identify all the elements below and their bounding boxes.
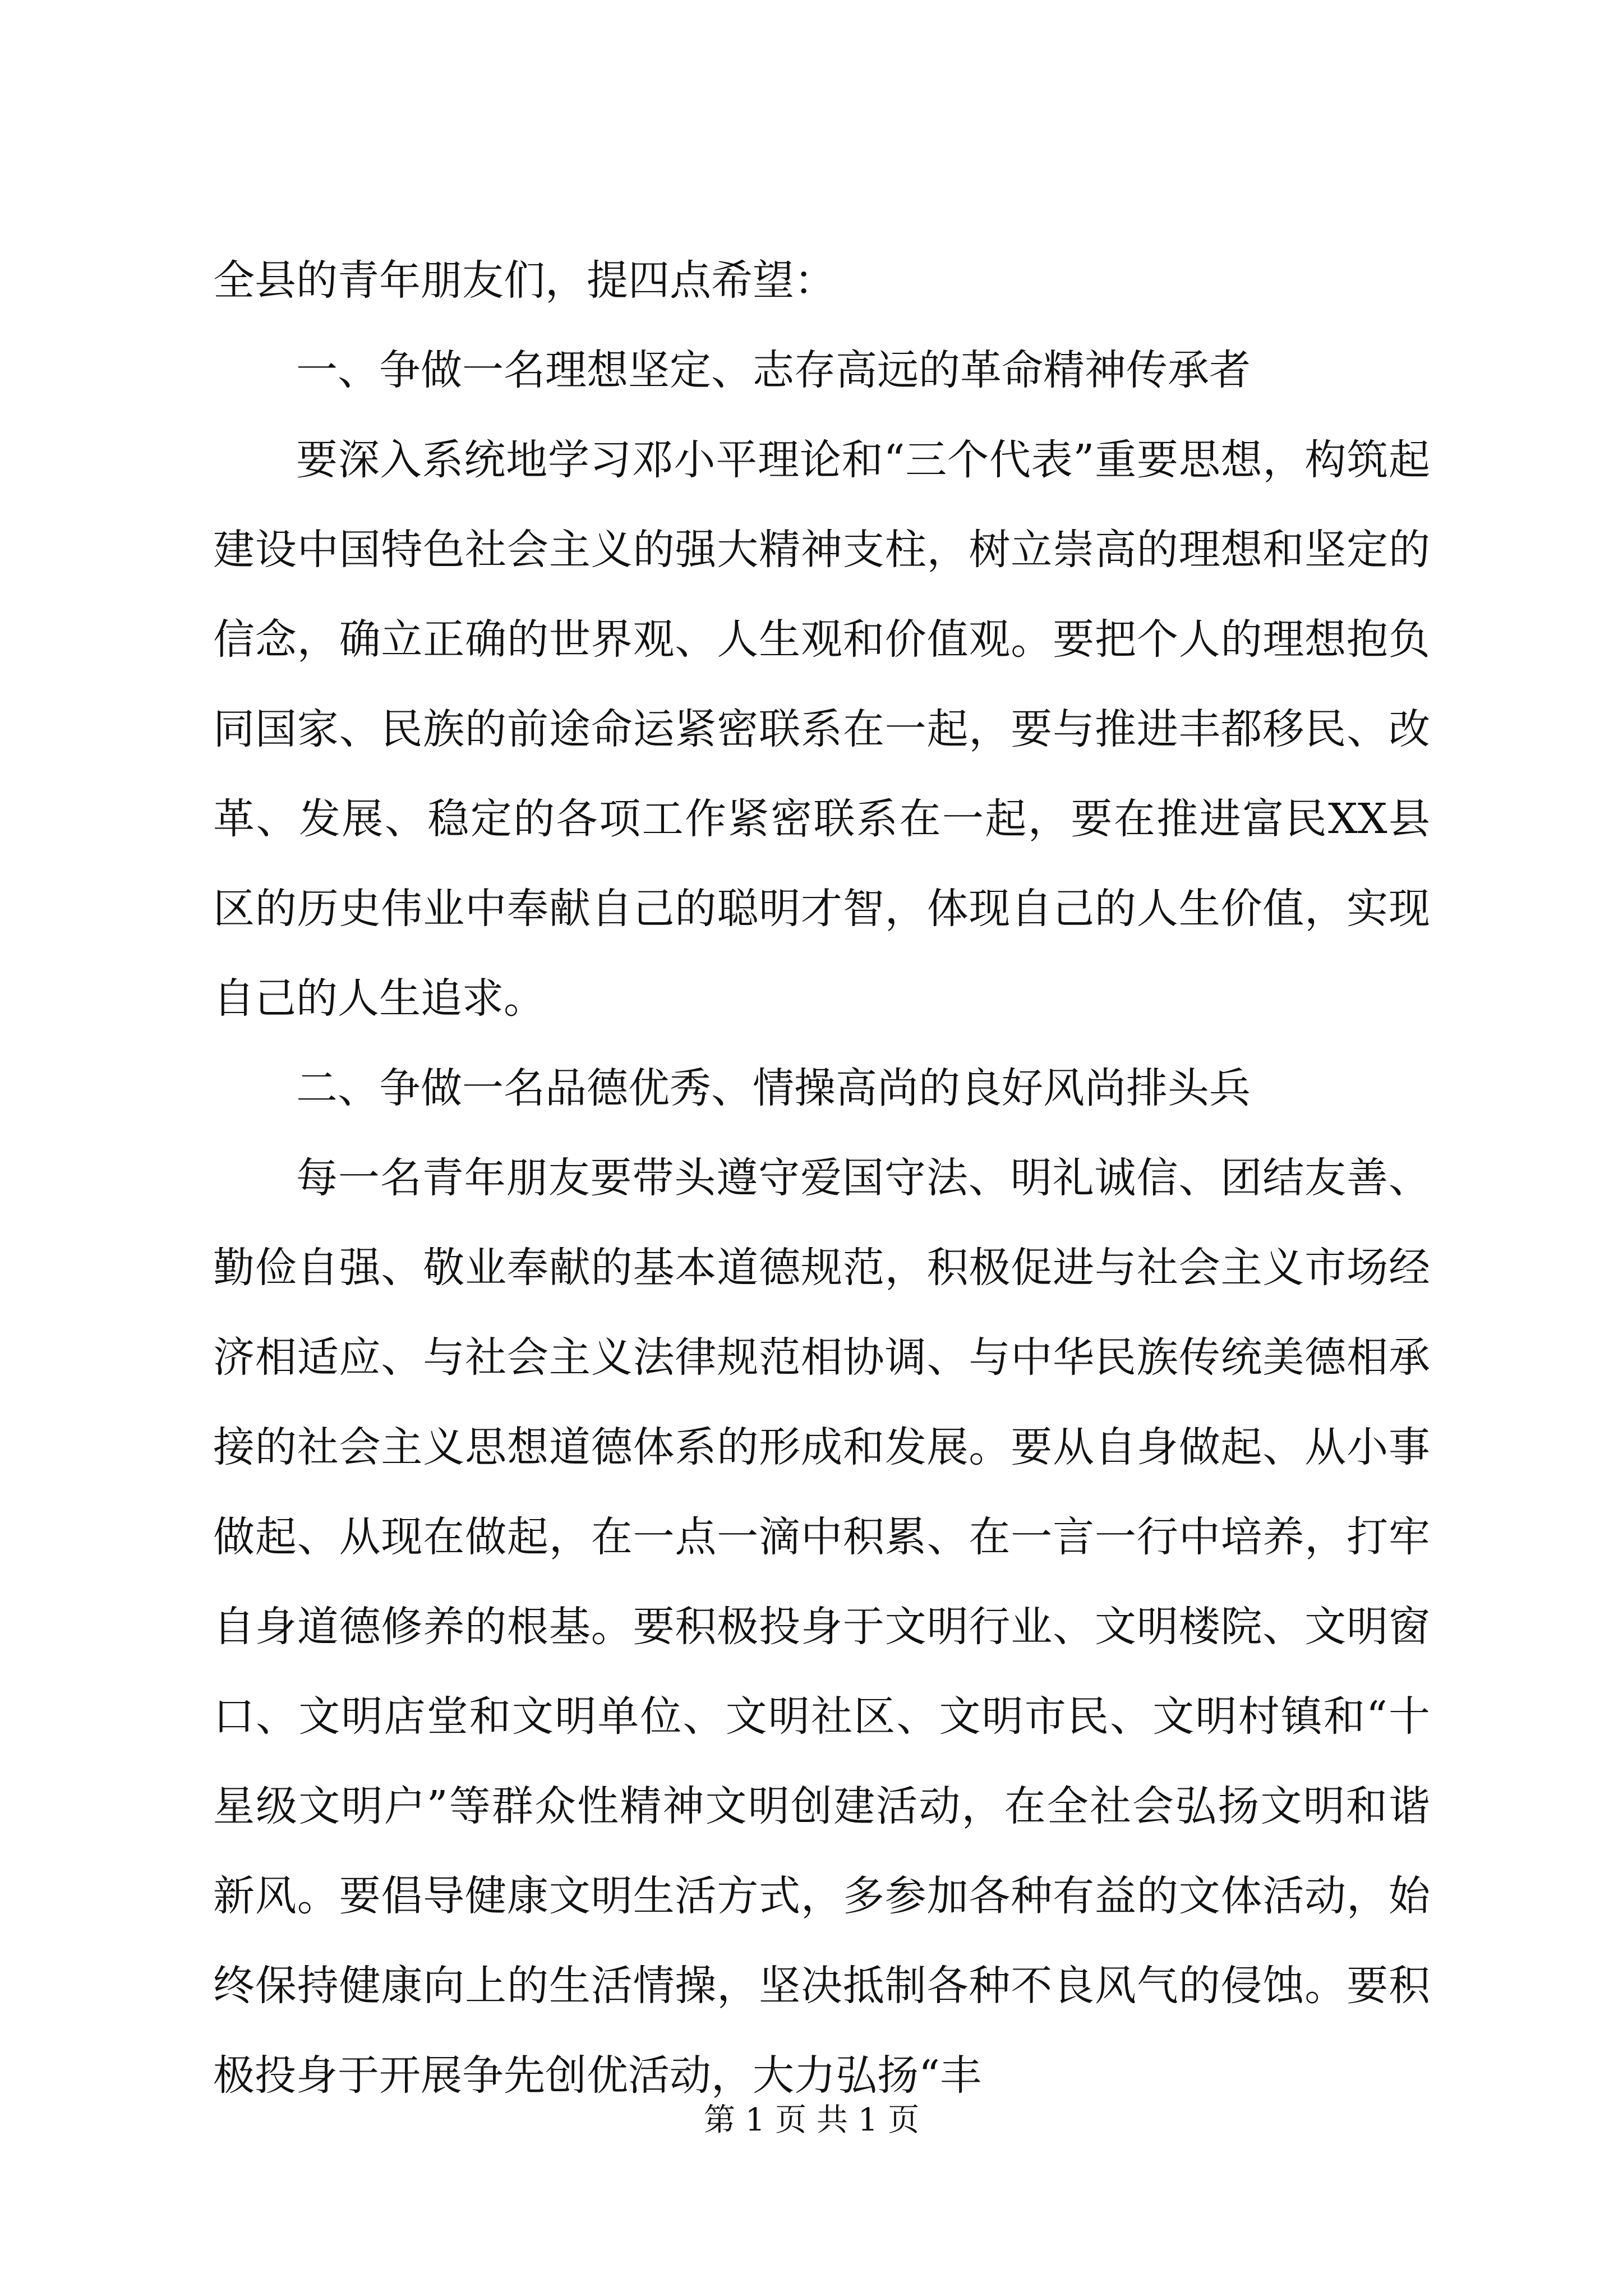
paragraph-point-two: 每一名青年朋友要带头遵守爱国守法、明礼诚信、团结友善、勤俭自强、敬业奉献的基本道德规范，积极促进与社会主义市场经济相适应、与社会主义法律规范相协调、与中华民族传统美德相承接的社会主义思想道德体系的形成和发展。要从自身做起、从小事做起、从现在做起，在一点一滴中积累、在一言一行中培养，打牢自身道德修养的根基。要积极投身于文明行业、文明楼院、文明窗口、文明店堂和文明单位、文明社区、文明市民、文明村镇和“十星级文明户”等群众性精神文明创建活动，在全社会弘扬文明和谐新风。要倡导健康文明生活方式，多参加各种有益的文体活动，始终保持健康向上的生活情操，坚决抵制各种不良风气的侵蚀。要积极投身于开展争先创优活动，大力弘扬“丰 [213, 1154, 1430, 2100]
heading-point-two: 二、争做一名品德优秀、情操高尚的良好风尚排头兵 [296, 1064, 1251, 1112]
document-body [213, 236, 1430, 2120]
paragraph-point-one: 要深入系统地学习邓小平理论和“三个代表”重要思想，构筑起建设中国特色社会主义的强大精神支柱，树立崇高的理想和坚定的信念，确立正确的世界观、人生观和价值观。要把个人的理想抱负同国家、民族的前途命运紧密联系在一起，要与推进丰都移民、改革、发展、稳定的各项工作紧密联系在一起，要在推进富民XX县区的历史伟业中奉献自己的聪明才智，体现自己的人生价值，实现自己的人生追求。 [213, 436, 1430, 1023]
page-footer: 第 1 页 共 1 页 [703, 2102, 920, 2138]
heading-point-one: 一、争做一名理想坚定、志存高远的革命精神传承者 [296, 346, 1251, 394]
paragraph-greeting: 全县的青年朋友们，提四点希望： [213, 256, 836, 305]
